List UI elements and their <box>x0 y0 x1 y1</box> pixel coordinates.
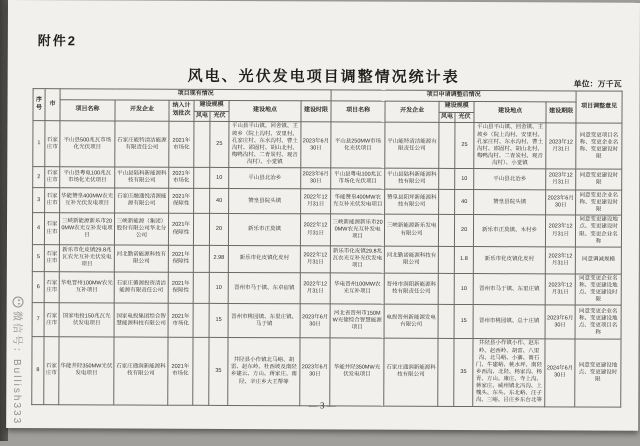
cell-pv: 20 <box>209 214 228 246</box>
cell-period: 2022年12月31日 <box>300 214 330 246</box>
cell-company: 石家庄循源投资清洁能源有限责任公司 <box>114 272 168 304</box>
cell-name: 国家电投150兆瓦光伏发电项目 <box>59 303 114 337</box>
cell-company: 石家庄通润新能源科技有限公司 <box>114 337 168 405</box>
table-row <box>32 303 621 340</box>
header-scale: 建设规模 <box>194 100 229 111</box>
cell-wind <box>193 338 209 405</box>
cell-adj_wind <box>439 123 455 169</box>
header-location: 建设地点 <box>229 100 301 122</box>
attachment-label: 附件2 <box>37 33 78 49</box>
cell-adj_company: 河北勤诺能源科技有限公司 <box>384 246 438 273</box>
cell-batch: 2021年保障性 <box>168 213 193 245</box>
cell-pv: 35 <box>209 338 228 405</box>
table-row <box>32 271 621 305</box>
cell-adj_wind <box>439 190 455 215</box>
cell-adj_wind <box>438 273 454 305</box>
cell-pv: 2.98 <box>209 245 228 272</box>
cell-period: 2022年12月31日 <box>301 189 331 214</box>
cell-opinion: 同意变更项目名称、变更企业名称、变更建设时限 <box>576 123 622 169</box>
cell-seq: 7 <box>32 303 44 337</box>
cell-adj_company: 赞皇县阳坪新能源科技有限公司 <box>385 189 439 214</box>
table-row <box>32 213 621 247</box>
cell-location: 井陉县小作镇北马峪、胡雷、赵东岭、杜西坡及南陉乡建云、方山、蒋家庄、南陉、辛庄乡大王帮等 <box>228 338 300 406</box>
cell-city: 石家庄市 <box>44 213 59 245</box>
cell-adj_location: 平山县平山镇、回舍镇、王坡乡（院上沟村、安里村、孔家庄村、东水沟村、曹土沟村、邵固村、胡山北村、梅鸭沟村、二青炭村、观音沟村）、小觉镇 <box>474 123 546 169</box>
cell-city: 石家庄市 <box>44 303 59 337</box>
cell-adj_wind <box>438 339 454 406</box>
header-group-current: 项目现有情况 <box>60 89 331 101</box>
cell-adj_wind <box>438 246 454 273</box>
cell-pv: 15 <box>209 304 228 338</box>
table-body <box>32 121 622 407</box>
header-batch: 纳入计划批次 <box>169 100 194 122</box>
cell-location: 新乐市正莫镇 <box>228 214 300 246</box>
header-seq: 序号 <box>33 89 45 121</box>
cell-adj_pv: 25 <box>455 123 474 169</box>
cell-opinion: 同意变更建设地点、变更建设时限 <box>575 339 621 406</box>
cell-batch: 2021年保障性 <box>169 188 194 213</box>
cell-period: 2023年6月30日 <box>300 338 330 405</box>
cell-seq: 6 <box>32 271 44 303</box>
cell-adj_location: 新乐市正莫镇、木村乡 <box>474 215 546 247</box>
header-wind: 风电 <box>194 111 210 122</box>
cell-batch: 2021年市场化 <box>169 167 194 188</box>
cell-adj_name: 新乐市化皮镇29.8兆瓦农光互补光伏发电项目 <box>330 246 384 273</box>
cell-company: 石家庄能特清洁能源有限责任公司 <box>115 121 169 167</box>
cell-location: 平山县平山镇、回舍镇、王坡乡（院上沟村、安里村、孔家庄村、东水沟村、曹土沟村、邵固村、胡山北村、梅鸭沟村、二青炭村、观音沟村）、小觉镇 <box>229 122 301 168</box>
cell-adj_name: 河北省晋州市150MW光储综合智慧能源项目 <box>330 304 384 338</box>
cell-adj_company: 石家庄通润新能源科技有限公司 <box>384 339 438 407</box>
cell-adj_pv: 20 <box>455 215 474 247</box>
page-number: — 3 — <box>308 400 336 411</box>
cell-seq: 3 <box>33 188 45 213</box>
cell-adj_period: 2024年6月30日 <box>545 339 575 406</box>
cell-name: 华能井陉350MW光伏发电项目 <box>59 337 114 405</box>
cell-seq: 2 <box>33 167 45 188</box>
cell-adj_name: 平山县粤电100兆瓦市场化光伏项目 <box>331 168 385 189</box>
cell-seq: 1 <box>33 121 45 167</box>
header-name: 项目名称 <box>60 100 115 122</box>
header-pv-adjusted: 光伏 <box>455 112 474 123</box>
cell-opinion: 同意变更建设时限 <box>576 169 622 190</box>
cell-wind <box>193 245 209 272</box>
document-sheet <box>6 0 640 431</box>
cell-opinion: 同意变更企业名称、变更建设地点、变更建设时限 <box>575 274 621 306</box>
cell-wind <box>194 189 210 214</box>
header-city: 市 <box>45 89 60 121</box>
cell-company: 石家庄融通悦清源能源有限公司 <box>115 188 169 213</box>
cell-name: 平山县粤电100兆瓦市场化光伏项目 <box>60 167 115 188</box>
cell-location: 晋州市桃园镇、东里庄镇、马于镇 <box>228 304 300 338</box>
header-name-adjusted: 项目名称 <box>331 101 385 123</box>
cell-period: 2023年6月30日 <box>301 122 331 168</box>
cell-pv: 40 <box>210 189 229 214</box>
cell-name: 三峡新能源新乐市200MW农光互补发电项目 <box>59 213 114 245</box>
table-row <box>32 244 621 274</box>
cell-adj_period: 2023年12月31日 <box>546 169 576 190</box>
watermark-text: 微信号：Bullish333 <box>11 311 22 426</box>
cell-adj_wind <box>438 305 454 339</box>
cell-adj_name: 华能井陉350MW光伏发电项目 <box>330 338 384 406</box>
cell-period: 2022年12月31日 <box>300 246 330 273</box>
cell-seq: 8 <box>32 337 44 404</box>
cell-period: 2023年6月30日 <box>300 304 330 338</box>
cell-batch: 2021年保障性 <box>168 272 193 304</box>
table-row <box>33 167 622 191</box>
cell-opinion: 同意调减规模 <box>575 247 621 274</box>
unit-label: 单位：万千瓦 <box>573 79 622 89</box>
cell-period: 2022年12月31日 <box>300 273 330 305</box>
header-opinion: 项目调整意见 <box>576 91 622 124</box>
cell-city: 石家庄市 <box>45 121 60 167</box>
cell-adj_pv: 35 <box>454 339 473 406</box>
cell-wind <box>193 272 209 304</box>
cell-batch: 2021年市场化 <box>168 304 193 338</box>
cell-name: 新乐市化皮镇29.8兆瓦农光互补光伏发电项目 <box>59 245 114 272</box>
cell-adj_pv: 10 <box>455 169 474 190</box>
cell-name: 平山县500兆瓦市场化光伏项目 <box>60 121 115 167</box>
cell-location: 新乐市化皮镇化皮村 <box>228 245 300 272</box>
cell-opinion: 同意变更企业名称、变更建设时限 <box>576 190 622 215</box>
header-pv: 光伏 <box>210 111 229 122</box>
cell-adj_period: 2023年12月31日 <box>546 215 576 247</box>
header-company: 开发企业 <box>115 100 169 122</box>
cell-seq: 4 <box>32 213 44 245</box>
cell-adj_company: 平山县陆科新能源科技有限公司 <box>385 168 439 189</box>
statistics-table <box>31 88 622 407</box>
cell-adj_name: 三峡新能源新乐市200MW农光互补发电项目 <box>331 214 385 246</box>
cell-wind <box>194 122 210 168</box>
cell-pv: 10 <box>210 168 229 189</box>
watermark <box>11 296 26 446</box>
header-location-adjusted: 建设地点 <box>474 101 546 123</box>
cell-wind <box>194 168 210 189</box>
header-scale-adjusted: 建设规模 <box>439 101 474 112</box>
table-header <box>33 89 622 124</box>
table-row <box>33 188 622 216</box>
header-wind-adjusted: 风电 <box>439 112 455 123</box>
cell-company: 三峡新能源（集团）股份有限公司华北分公司 <box>114 213 168 245</box>
cell-company: 平山县陆科新能源科技有限公司 <box>115 167 169 188</box>
cell-adj_company: 晋州市润阳新能源科技有限责任公司 <box>384 273 438 305</box>
cell-city: 石家庄市 <box>45 167 60 188</box>
cell-adj_period: 2023年12月31日 <box>545 274 575 306</box>
cell-city: 石家庄市 <box>44 337 59 404</box>
header-period-right: 建设期限 <box>546 102 576 124</box>
cell-adj_period: 2023年12月31日 <box>546 123 576 169</box>
table-row <box>32 337 621 407</box>
cell-adj_company: 三峡新能源新乐发电有限公司 <box>385 214 439 246</box>
cell-adj_location: 平山县北冶乡 <box>474 169 546 190</box>
cell-location: 晋州市马于镇、东卓宿镇 <box>228 272 300 304</box>
cell-adj_location: 井陉县小作镇小作、赵东岭、赵西岭、胡雷、八里沟、北马峪、小寨、南石门、牛建峪、桃水坪、南陉乡西沟、北陉、杨家沟、杨青、方山、康庄、寺上沟、蒋家庄、威州镇北冯沟、上槐头、东头、东北峪、汪子沟、三峪、吕庄乡东台北等 <box>473 339 545 407</box>
cell-city: 石家庄市 <box>45 188 60 213</box>
cell-adj_location: 赞皇县院头镇 <box>474 190 546 215</box>
cell-adj_name: 平山县250MW市场化光伏项目 <box>331 122 385 168</box>
cell-city: 石家庄市 <box>44 271 59 303</box>
cell-wind <box>193 304 209 338</box>
page-title: 风电、光伏发电项目调整情况统计表 <box>187 67 460 86</box>
cell-company: 河北勤诺能源科技有限公司 <box>114 245 168 272</box>
cell-adj_name: 华能赞皇400MW农光互补光伏发电项目 <box>331 189 385 214</box>
header-period-left: 建设时限 <box>301 101 331 123</box>
cell-opinion: 同意变更建设地点、变更建设时限、变更企业名称 <box>576 215 622 247</box>
wechat-icon <box>13 296 25 308</box>
cell-adj_wind <box>439 169 455 190</box>
header-company-adjusted: 开发企业 <box>385 101 439 123</box>
cell-adj_pv: 1.8 <box>454 246 473 273</box>
table-row <box>33 121 622 169</box>
cell-batch: 2021年市场化 <box>168 338 193 405</box>
cell-location: 赞皇县院头镇 <box>229 189 301 214</box>
cell-adj_period: 2023年12月31日 <box>545 247 575 274</box>
cell-city: 石家庄市 <box>44 244 59 271</box>
header-group-adjusted: 项目申请调整后情况 <box>331 90 576 102</box>
cell-batch: 2021年市场化 <box>169 122 194 168</box>
cell-period: 2023年6月30日 <box>301 168 331 189</box>
cell-adj_pv: 10 <box>454 273 473 305</box>
cell-adj_company: 电投晋州新能源发电有限公司 <box>384 305 438 339</box>
cell-adj_pv: 40 <box>455 190 474 215</box>
cell-adj_name: 华电晋州100MW农光互补项目 <box>330 273 384 305</box>
cell-adj_location: 晋州市马于镇、东里庄镇 <box>473 273 545 305</box>
cell-wind <box>193 214 209 246</box>
cell-adj_location: 晋州市桃园镇、总十庄镇 <box>473 305 545 339</box>
statistics-table-wrap <box>31 88 622 407</box>
cell-adj_period: 2023年6月30日 <box>545 305 575 339</box>
cell-company: 国家电投集团综合智慧能源科技有限公司 <box>114 303 168 337</box>
cell-opinion: 同意变更企业名称、变更建设地点、变更项目名称 <box>575 305 621 339</box>
cell-seq: 5 <box>32 244 44 271</box>
cell-adj_wind <box>439 215 455 247</box>
cell-adj_pv: 15 <box>454 305 473 339</box>
cell-name: 华能赞皇400MW农光互补光伏发电项目 <box>60 188 115 213</box>
cell-pv: 10 <box>209 272 228 304</box>
cell-pv: 25 <box>210 122 229 168</box>
cell-adj_location: 新乐市化皮镇化皮村 <box>473 246 545 273</box>
cell-adj_company: 平山能特清洁能源有限责任公司 <box>385 123 439 169</box>
cell-location: 平山县北冶乡 <box>229 168 301 189</box>
cell-batch: 2021年保障性 <box>168 245 193 272</box>
cell-name: 华电晋州100MW农光互补项目 <box>59 272 114 304</box>
cell-adj_period: 2023年6月30日 <box>546 190 576 215</box>
